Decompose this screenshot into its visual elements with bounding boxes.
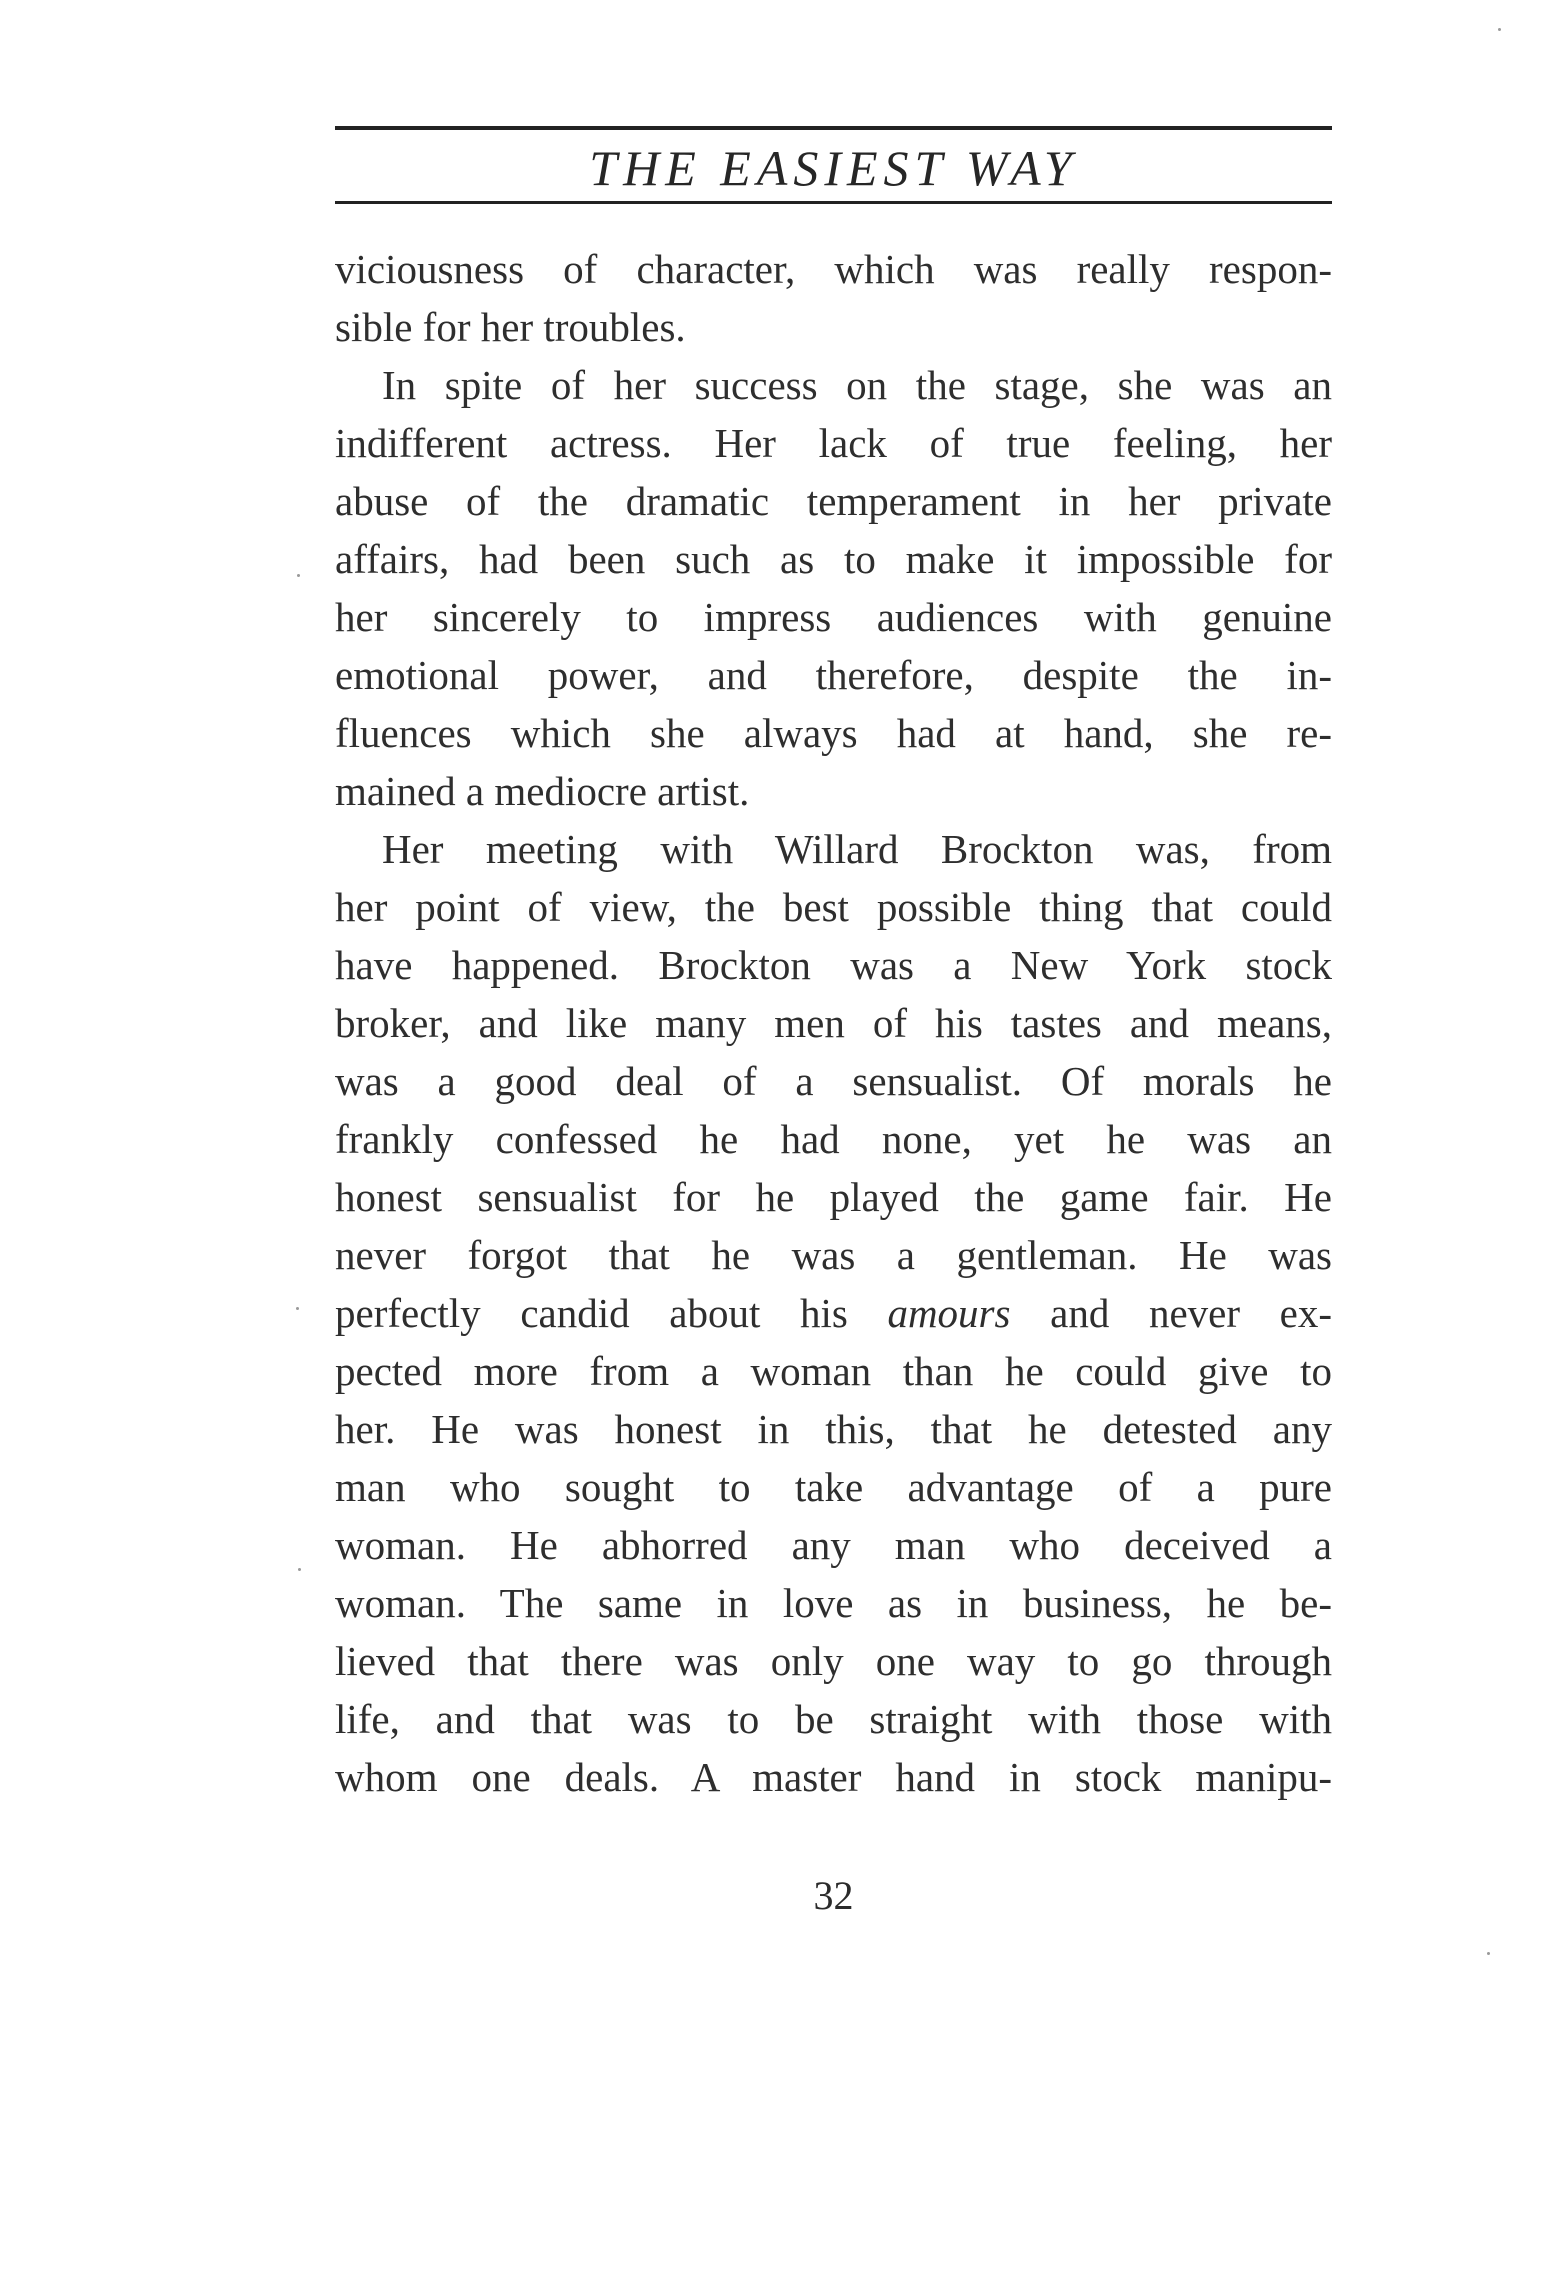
text-line: Her meeting with Willard Brockton was, from	[382, 826, 1332, 872]
scan-speck	[1498, 28, 1501, 31]
text-line-with-italic: perfectly candid about his amours and never ex-	[335, 1290, 1332, 1336]
text-line: In spite of her success on the stage, she was an	[382, 362, 1332, 408]
text-line: fluences which she always had at hand, she re-	[335, 710, 1332, 756]
italic-word: amours	[887, 1290, 1011, 1336]
paragraph-1	[335, 240, 1332, 356]
text-line: woman. The same in love as in business, he be-	[335, 1580, 1332, 1626]
scan-speck	[1487, 1952, 1490, 1955]
text-line: whom one deals. A master hand in stock manipu-	[335, 1754, 1332, 1800]
text-line: lieved that there was only one way to go through	[335, 1638, 1332, 1684]
header-rule-top	[335, 126, 1332, 130]
text-line: abuse of the dramatic temperament in her private	[335, 478, 1332, 524]
scan-speck	[296, 1307, 299, 1310]
running-head: THE EASIEST WAY	[589, 140, 1078, 196]
text-line: her sincerely to impress audiences with genuine	[335, 594, 1332, 640]
text-line: affairs, had been such as to make it impossible for	[335, 536, 1332, 582]
text-line: pected more from a woman than he could give to	[335, 1348, 1332, 1394]
text-line: viciousness of character, which was really respon-	[335, 246, 1332, 292]
text-line: woman. He abhorred any man who deceived a	[335, 1522, 1332, 1568]
text-line: frankly confessed he had none, yet he was an	[335, 1116, 1332, 1162]
scan-speck	[298, 1568, 301, 1571]
text-line: have happened. Brockton was a New York stock	[335, 942, 1332, 988]
page-number: 32	[813, 1873, 854, 1918]
text-line: mained a mediocre artist.	[335, 768, 750, 814]
body-text	[335, 240, 1332, 1806]
text-line: indifferent actress. Her lack of true feeling, her	[335, 420, 1332, 466]
text-line: life, and that was to be straight with those with	[335, 1696, 1332, 1742]
paragraph-3	[335, 820, 1332, 1806]
text-line: her point of view, the best possible thing that could	[335, 884, 1332, 930]
text-line: was a good deal of a sensualist. Of morals he	[335, 1058, 1332, 1104]
text-line: broker, and like many men of his tastes and means,	[335, 1000, 1332, 1046]
text-line: sible for her troubles.	[335, 304, 686, 350]
text-line: honest sensualist for he played the game fair. He	[335, 1174, 1332, 1220]
text-line: man who sought to take advantage of a pure	[335, 1464, 1332, 1510]
paragraph-2	[335, 356, 1332, 820]
text-line: her. He was honest in this, that he detested any	[335, 1406, 1332, 1452]
header-rule-bottom	[335, 201, 1332, 204]
scan-speck	[297, 574, 300, 577]
text-line: emotional power, and therefore, despite the in-	[335, 652, 1332, 698]
text-line: never forgot that he was a gentleman. He was	[335, 1232, 1332, 1278]
